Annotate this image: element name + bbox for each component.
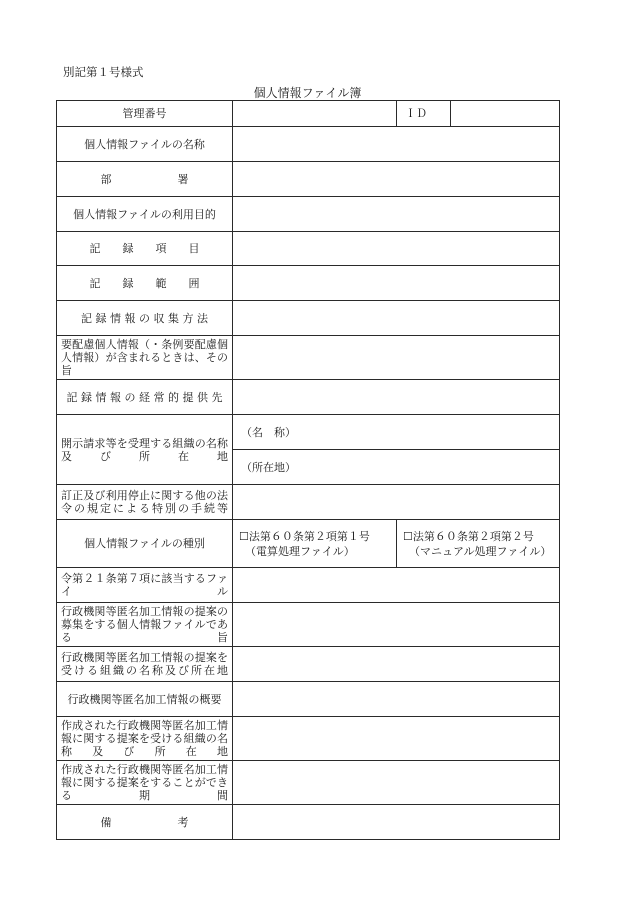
kanri-number-label: 管理番号	[57, 101, 233, 127]
label-sensitive-info: 要配慮個人情報（・条例要配慮個人情報）が含まれるときは、その旨	[57, 336, 233, 380]
table-row	[57, 603, 560, 647]
label-remarks: 備 考	[57, 805, 233, 840]
table-row	[57, 647, 560, 682]
table-row	[57, 380, 560, 415]
table-row	[57, 717, 560, 761]
value-remarks[interactable]	[233, 805, 560, 840]
value-collection-method[interactable]	[233, 301, 560, 336]
table-row	[57, 520, 560, 568]
label-created-anon-org: 作成された行政機関等匿名加工情報に関する提案を受ける組織の名称及び所在地	[57, 717, 233, 761]
label-anon-proposal-org: 行政機関等匿名加工情報の提案を受ける組織の名称及び所在地	[57, 647, 233, 682]
disclosure-org-name[interactable]: （名 称）	[233, 415, 560, 450]
label-ordinance-21: 令第２１条第７項に該当するファイル	[57, 568, 233, 603]
value-record-scope[interactable]	[233, 266, 560, 301]
table-row	[57, 682, 560, 717]
label-anon-recruitment: 行政機関等匿名加工情報の提案の募集をする個人情報ファイルである旨	[57, 603, 233, 647]
label-department: 部 署	[57, 162, 233, 197]
table-row	[57, 805, 560, 840]
label-record-items: 記 録 項 目	[57, 232, 233, 266]
id-value[interactable]	[451, 101, 560, 127]
table-row	[57, 127, 560, 162]
label-file-type: 個人情報ファイルの種別	[57, 520, 233, 568]
table-row	[57, 162, 560, 197]
label-purpose: 個人情報ファイルの利用目的	[57, 197, 233, 232]
label-special-procedures: 訂正及び利用停止に関する他の法令の規定による特別の手続等	[57, 485, 233, 520]
label-file-name: 個人情報ファイルの名称	[57, 127, 233, 162]
value-created-anon-org[interactable]	[233, 717, 560, 761]
file-register-table	[56, 100, 560, 840]
form-title: 個人情報ファイル簿	[253, 86, 362, 100]
kanri-number-value[interactable]	[233, 101, 397, 127]
file-type-option-electronic-line2: （電算処理ファイル）	[245, 544, 355, 558]
table-row	[57, 101, 560, 127]
value-regular-provision[interactable]	[233, 380, 560, 415]
value-anon-recruitment[interactable]	[233, 603, 560, 647]
table-row	[57, 197, 560, 232]
disclosure-org-address[interactable]: （所在地）	[233, 450, 560, 485]
value-record-items[interactable]	[233, 232, 560, 266]
value-department[interactable]	[233, 162, 560, 197]
file-type-option-electronic-line1: ☐法第６０条第２項第１号	[239, 529, 370, 543]
file-type-option-electronic[interactable]	[233, 520, 397, 568]
table-row	[57, 415, 560, 450]
form-number: 別記第１号様式	[63, 65, 144, 79]
id-label: ＩＤ	[397, 101, 451, 127]
value-created-anon-period[interactable]	[233, 761, 560, 805]
file-type-option-manual[interactable]	[397, 520, 560, 568]
table-row	[57, 301, 560, 336]
table-row	[57, 568, 560, 603]
label-regular-provision: 記 録 情 報 の 経 常 的 提 供 先	[57, 380, 233, 415]
label-created-anon-period: 作成された行政機関等匿名加工情報に関する提案をすることができる期間	[57, 761, 233, 805]
file-type-option-manual-line2: （マニュアル処理ファイル）	[409, 544, 552, 558]
value-anon-proposal-org[interactable]	[233, 647, 560, 682]
file-type-option-manual-line1: ☐法第６０条第２項第２号	[403, 529, 534, 543]
table-row	[57, 485, 560, 520]
value-anon-summary[interactable]	[233, 682, 560, 717]
label-anon-summary: 行政機関等匿名加工情報の概要	[57, 682, 233, 717]
value-ordinance-21[interactable]	[233, 568, 560, 603]
label-collection-method: 記 録 情 報 の 収 集 方 法	[57, 301, 233, 336]
value-file-name[interactable]	[233, 127, 560, 162]
table-row	[57, 232, 560, 266]
table-row	[57, 336, 560, 380]
value-purpose[interactable]	[233, 197, 560, 232]
table-row	[57, 761, 560, 805]
value-special-procedures[interactable]	[233, 485, 560, 520]
label-disclosure-org: 開示請求等を受理する組織の名称及び所在地	[57, 415, 233, 485]
table-row	[57, 266, 560, 301]
label-record-scope: 記 録 範 囲	[57, 266, 233, 301]
value-sensitive-info[interactable]	[233, 336, 560, 380]
